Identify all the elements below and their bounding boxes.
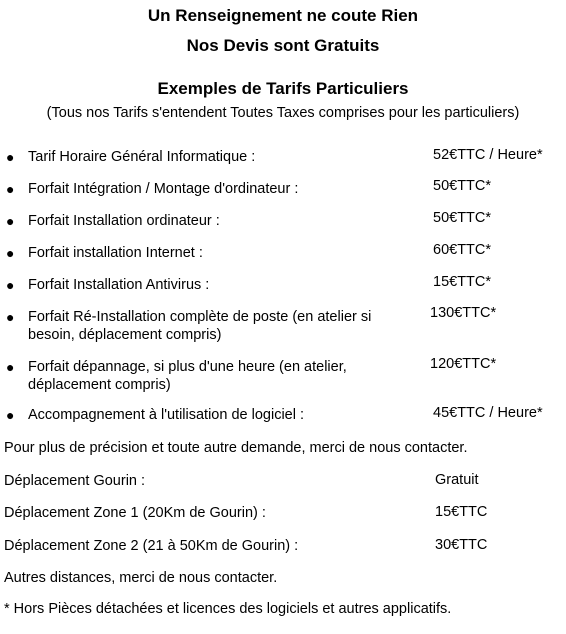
tariff-price: 120€TTC* [430,356,497,372]
tariff-label: Forfait dépannage, si plus d'une heure (en atelier, déplacement compris) [28,359,347,393]
header-line-1: Un Renseignement ne coute Rien [147,6,419,25]
tariff-price: 50€TTC* [433,210,492,226]
tariff-price: 130€TTC* [430,305,497,321]
tariff-label: Tarif Horaire Général Informatique : [28,149,256,165]
bullet-icon: ● [6,245,15,261]
travel-label: Déplacement Zone 2 (21 à 50Km de Gourin) : [4,538,299,554]
bullet-icon: ● [6,149,15,165]
tariff-price: 45€TTC / Heure* [433,405,543,421]
tariff-price: 60€TTC* [433,242,492,258]
tariff-label: Forfait Intégration / Montage d'ordinateur : [28,181,299,197]
travel-label: Déplacement Gourin : [4,473,146,489]
tariff-label: Accompagnement à l'utilisation de logiciel : [28,407,305,423]
tariff-price: 52€TTC / Heure* [433,147,543,163]
contact-note: Pour plus de précision et toute autre demande, merci de nous contacter. [4,440,468,456]
bullet-icon: ● [6,181,15,197]
bullet-icon: ● [6,277,15,293]
tariff-price: 50€TTC* [433,178,492,194]
tariff-label: Forfait installation Internet : [28,245,203,261]
tariff-price: 15€TTC* [433,274,492,290]
bullet-icon: ● [6,309,15,325]
tariff-label: Forfait Installation ordinateur : [28,213,220,229]
page-subtitle: (Tous nos Tarifs s'entendent Toutes Taxes comprises pour les particuliers) [46,105,520,121]
tariff-label: Forfait Ré-Installation complète de poste (en atelier si besoin, déplacement compris) [28,309,372,343]
travel-value: 15€TTC [435,504,488,520]
bullet-icon: ● [6,359,15,375]
travel-value: Gratuit [435,472,479,488]
travel-value: 30€TTC [435,537,488,553]
tariff-label: Forfait Installation Antivirus : [28,277,210,293]
bullet-icon: ● [6,407,15,423]
footnote: * Hors Pièces détachées et licences des logiciels et autres applicatifs. [4,601,452,617]
header-line-2: Nos Devis sont Gratuits [186,36,380,55]
travel-label: Déplacement Zone 1 (20Km de Gourin) : [4,505,266,521]
page-title: Exemples de Tarifs Particuliers [157,79,409,98]
bullet-icon: ● [6,213,15,229]
other-distances-note: Autres distances, merci de nous contacter. [4,570,278,586]
